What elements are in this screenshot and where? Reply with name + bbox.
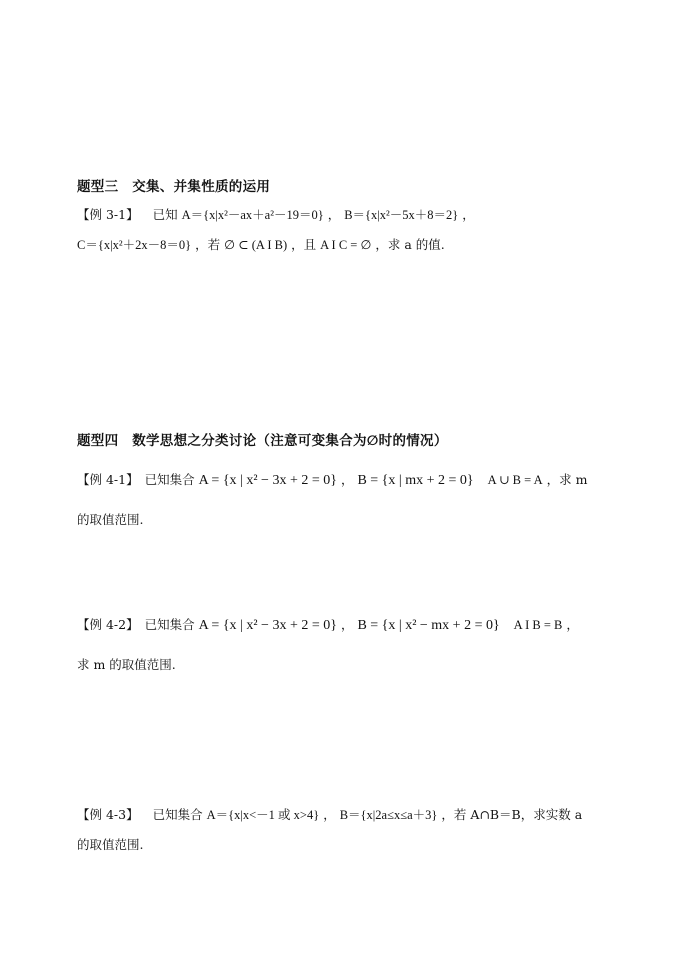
example-4-3-line-1 (77, 805, 582, 823)
example-label: 【例 4-1】 (77, 472, 139, 487)
example-4-2-line-1 (77, 615, 579, 634)
example-label: 【例 4-2】 (77, 617, 139, 632)
set-b-definition: B＝{x|2a≤x≤a＋3} (339, 808, 438, 822)
text-question: ，求 a 的值. (375, 237, 445, 252)
separator: ， (462, 207, 475, 222)
example-4-2-line-2: 求 m 的取值范围. (77, 657, 176, 672)
example-3-1-line-2 (77, 235, 445, 253)
text-intro: 已知集合 (144, 617, 195, 632)
union-condition: A ∪ B = A (487, 473, 543, 487)
example-label: 【例 3-1】 (77, 207, 139, 222)
section-3-title: 题型三 交集、并集性质的运用 (77, 179, 271, 195)
text-intro: 已知集合 (152, 807, 203, 822)
set-a-definition: A＝{x|x<－1 或 x>4} (206, 808, 320, 822)
text-intro: 已知 (152, 207, 178, 222)
separator: ， (327, 207, 341, 222)
set-a-definition: A＝{x|x²－ax＋a²－19＝0} (181, 208, 324, 222)
text-if: ，若 (195, 237, 221, 252)
set-a-definition: A = {x | x² − 3x + 2 = 0} (198, 618, 337, 633)
text-question: ，求 m (546, 472, 588, 487)
separator: ， (340, 472, 354, 487)
text-and: ，且 (291, 237, 317, 252)
separator: ， (323, 807, 336, 822)
set-c-definition: C＝{x|x²＋2x－8＝0} (77, 238, 192, 252)
example-3-1-line-1 (77, 205, 475, 223)
separator: ， (566, 617, 579, 632)
text-intro: 已知集合 (144, 472, 195, 487)
set-b-definition: B = {x | mx + 2 = 0} (357, 473, 474, 488)
example-4-3-line-2: 的取值范围. (77, 837, 144, 852)
example-label: 【例 4-3】 (77, 807, 139, 822)
section-4-title: 题型四 数学思想之分类讨论（注意可变集合为∅时的情况） (77, 433, 448, 449)
subset-condition: ，若 A∩B＝B，求实数 a (441, 807, 583, 822)
example-4-1-line-1 (77, 470, 587, 489)
intersection-condition: A I B = B (513, 618, 563, 632)
example-4-1-line-2: 的取值范围. (77, 512, 144, 527)
condition-nonempty: ∅ ⊂ (A I B) (224, 238, 288, 252)
set-a-definition: A = {x | x² − 3x + 2 = 0} (198, 473, 337, 488)
separator: ， (340, 617, 354, 632)
set-b-definition: B＝{x|x²－5x＋8＝2} (344, 208, 459, 222)
set-b-definition: B = {x | x² − mx + 2 = 0} (357, 618, 500, 633)
condition-empty-intersection: A I C = ∅ (320, 238, 372, 252)
